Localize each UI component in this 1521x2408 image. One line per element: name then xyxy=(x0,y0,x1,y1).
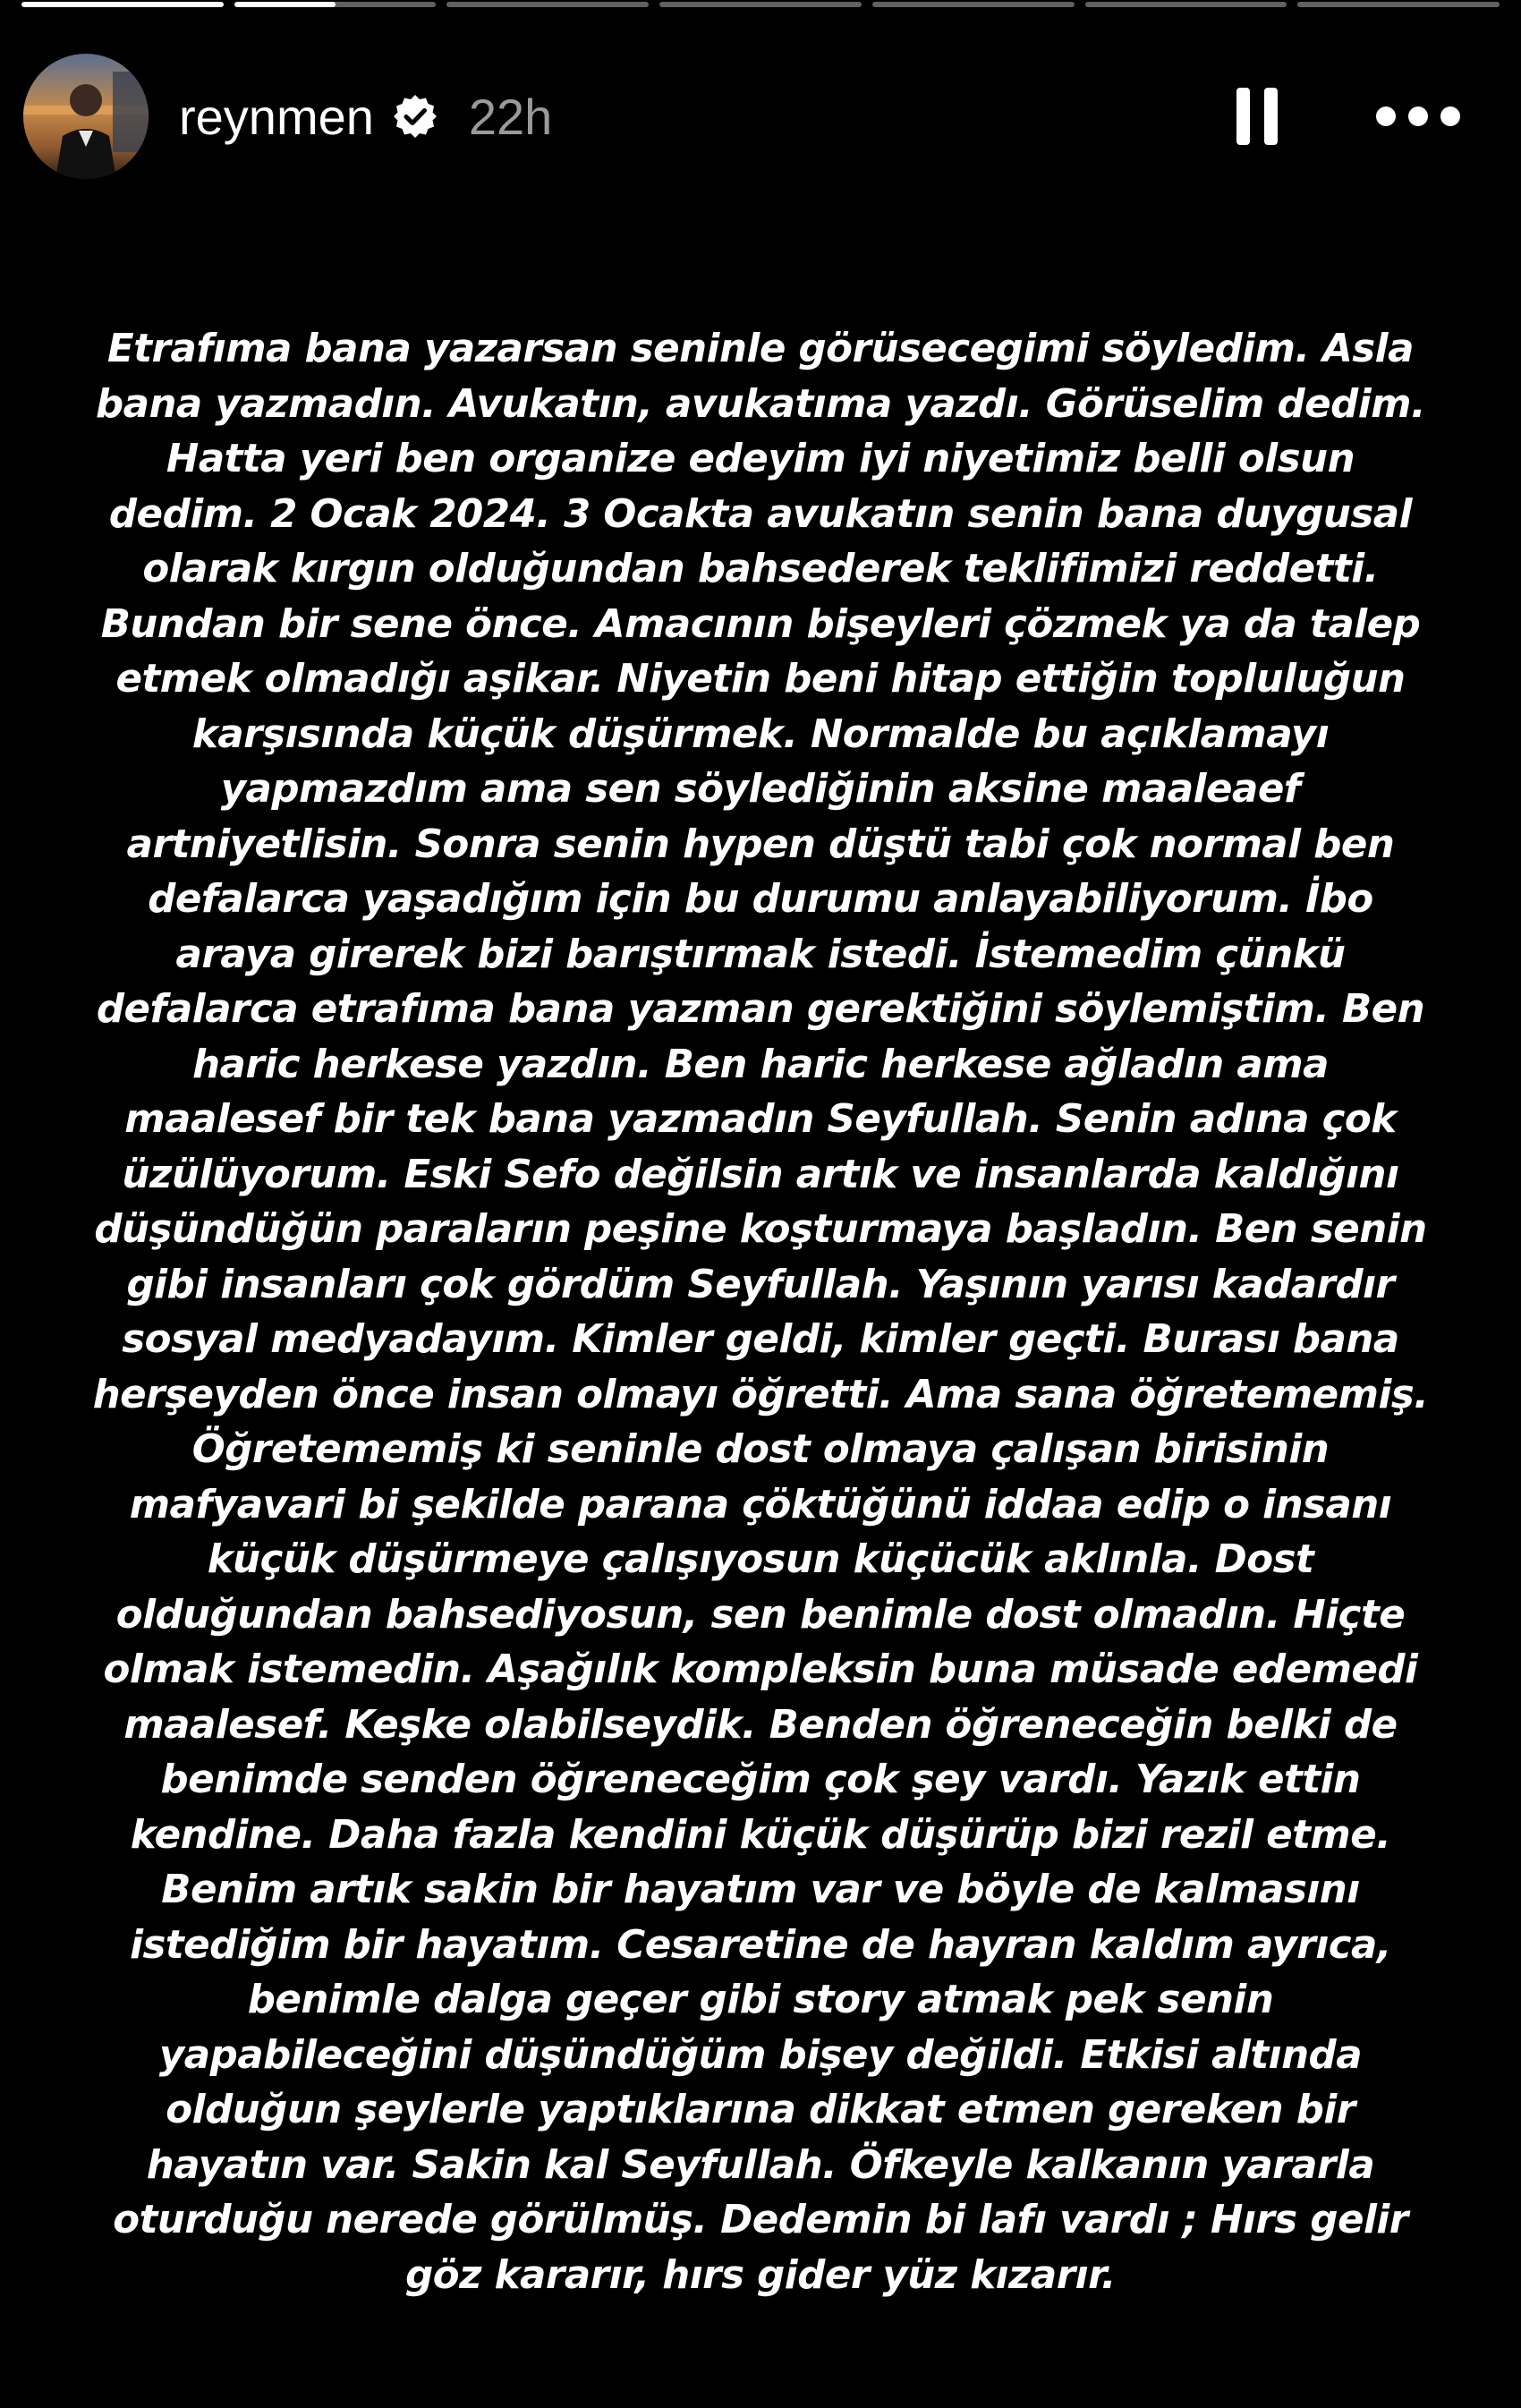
story-progress-segment xyxy=(872,2,1075,7)
story-progress-fill xyxy=(21,2,224,7)
story-progress-segment xyxy=(1297,2,1500,7)
story-header xyxy=(23,54,1467,179)
verified-badge-icon xyxy=(392,93,438,140)
username[interactable]: reynmen xyxy=(179,88,374,145)
story-timestamp: 22h xyxy=(468,88,553,145)
story-text: Etrafıma bana yazarsan seninle görüsecegimi söyledim. Asla bana yazmadın. Avukatın, avukatıma yazdı. Görüselim dedim. Hatta yeri ben organize edeyim iyi niyetimiz belli olsun dedim. 2 Ocak 2024. 3 Ocakta avukatın senin bana duygusal olarak kırgın olduğundan bahsederek teklifimizi reddetti. Bundan bir sene önce. Amacının bişeyleri çözmek ya da talep etmek olmadığı aşikar. Niyetin beni hitap ettiğin topluluğun karşısında küçük düşürmek. Normalde bu açıklamayı yapmazdım ama sen söylediğinin aksine maaleaef artniyetlisin. Sonra senin hypen düştü tabi çok normal ben defalarca yaşadığım için bu durumu anlayabiliyorum. İbo araya girerek bizi barıştırmak istedi. İstemedim çünkü defalarca etrafıma bana yazman gerektiğini söylemiştim. Ben haric herkese yazdın. Ben haric herkese ağladın ama maalesef bir tek bana yazmadın Seyfullah. Senin adına çok üzülüyorum. Eski Sefo değilsin artık ve insanlarda kaldığını düşündüğün paraların peşine koşturmaya başladın. Ben senin gibi insanları çok gördüm Seyfullah. Yaşının yarısı kadardır sosyal medyadayım. Kimler geldi, kimler geçti. Burası bana herşeyden önce insan olmayı öğretti. Ama sana öğretememiş. Öğretememiş ki seninle dost olmaya çalışan birisinin mafyavari bi şekilde parana çöktüğünü iddaa edip o insanı küçük düşürmeye çalışıyosun küçücük aklınla. Dost olduğundan bahsediyosun, sen benimle dost olmadın. Hiçte olmak istemedin. Aşağılık kompleksin buna müsade edemedi maalesef. Keşke olabilseydik. Benden öğreneceğin belki de benimde senden öğreneceğim çok şey vardı. Yazık ettin kendine. Daha fazla kendini küçük düşürüp bizi rezil etme. Benim artık sakin bir hayatım var ve böyle de kalmasını istediğim bir hayatım. Cesaretine de hayran kaldım ayrıca, benimle dalga geçer gibi story atmak pek senin yapabileceğini düşündüğüm bişey değildi. Etkisi altında olduğun şeylerle yaptıklarına dikkat etmen gereken bir hayatın var. Sakin kal Seyfullah. Öfkeyle kalkanın yararla oturduğu nerede görülmüş. Dedemin bi lafı vardı ; Hırs gelir göz kararır, hırs gider yüz kızarır. xyxy=(92,327,1429,2298)
more-options-button[interactable] xyxy=(1369,81,1467,152)
pause-button[interactable] xyxy=(1226,81,1288,152)
story-progress-segment xyxy=(446,2,649,7)
pause-icon xyxy=(1235,88,1279,145)
story-progress-fill xyxy=(234,2,336,7)
avatar[interactable] xyxy=(23,54,149,179)
story-progress-segment xyxy=(1085,2,1287,7)
story-progress-segment xyxy=(234,2,437,7)
avatar-photo xyxy=(23,54,149,179)
story-progress-segment xyxy=(659,2,862,7)
more-options-icon xyxy=(1375,106,1461,127)
story-progress-bar xyxy=(21,2,1500,9)
story-progress-segment xyxy=(21,2,224,7)
